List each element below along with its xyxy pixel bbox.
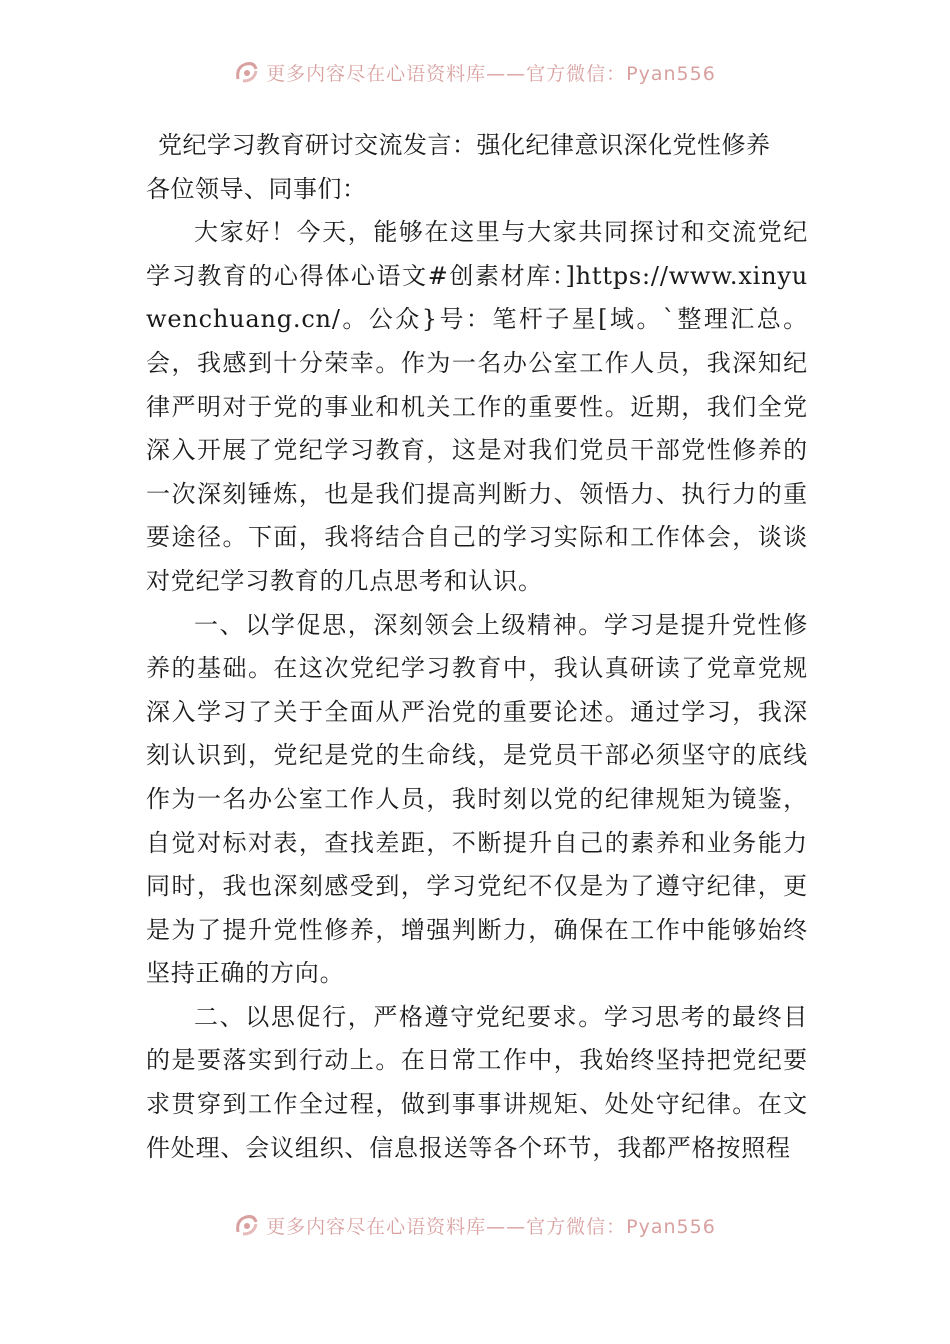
paragraph-intro: 大家好！今天，能够在这里与大家共同探讨和交流党纪学习教育的心得体心语文#创素材库：]https://www.xinyuwenchuang.cn/。公众}号：笔杆子星[域。`整理汇总。会，我感到十分荣幸。作为一名办公室工作人员，我深知纪律严明对于党的事业和机关工作的重要性。近期，我们全党深入开展了党纪学习教育，这是对我们党员干部党性修养的一次深刻锤炼，也是我们提高判断力、领悟力、执行力的重要途径。下面，我将结合自己的学习实际和工作体会，谈谈对党纪学习教育的几点思考和认识。	[146, 218, 808, 595]
document-title: 党纪学习教育研讨交流发言：强化纪律意识深化党性修养	[158, 131, 771, 159]
salutation: 各位领导、同事们：	[146, 174, 367, 203]
header-watermark	[0, 50, 950, 90]
header-watermark-text: 更多内容尽在心语资料库——官方微信：Pyan556	[266, 62, 716, 85]
document-logo-icon	[234, 59, 260, 85]
document-body	[146, 124, 808, 1170]
paragraph-section-two: 二、以思促行，严格遵守党纪要求。学习思考的最终目的是要落实到行动上。在日常工作中，我始终坚持把党纪要求贯穿到工作全过程，做到事事讲规矩、处处守纪律。在文件处理、会议组织、信息报送等各个环节，我都严格按照程	[146, 1002, 808, 1162]
footer-watermark-text: 更多内容尽在心语资料库——官方微信：Pyan556	[266, 1215, 716, 1238]
footer-watermark	[0, 1203, 950, 1243]
document-logo-icon	[234, 1212, 260, 1238]
paragraph-section-one: 一、以学促思，深刻领会上级精神。学习是提升党性修养的基础。在这次党纪学习教育中，我认真研读了党章党规深入学习了关于全面从严治党的重要论述。通过学习，我深刻认识到，党纪是党的生命线，是党员干部必须坚守的底线作为一名办公室工作人员，我时刻以党的纪律规矩为镜鉴，自觉对标对表，查找差距，不断提升自己的素养和业务能力同时，我也深刻感受到，学习党纪不仅是为了遵守纪律，更是为了提升党性修养，增强判断力，确保在工作中能够始终坚持正确的方向。	[146, 610, 808, 988]
